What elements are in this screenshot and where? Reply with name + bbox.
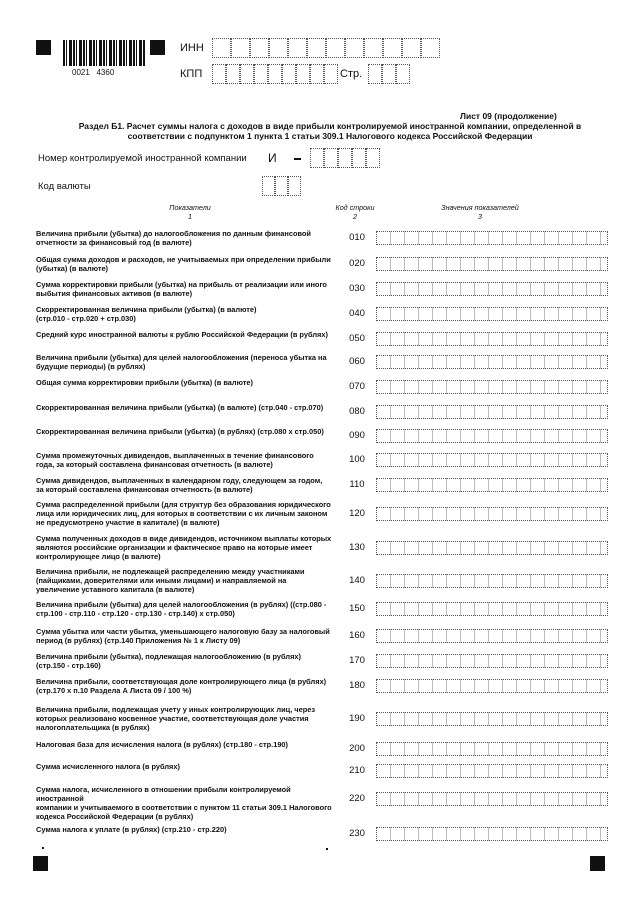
col-header-values-num: 3 bbox=[478, 212, 482, 221]
row-100-value-field[interactable] bbox=[376, 453, 608, 467]
row-180-label-line: Величина прибыли, соответствующая доле контролирующего лица (в рублях) bbox=[36, 677, 327, 686]
row-210-code: 210 bbox=[349, 765, 365, 776]
input-cell bbox=[310, 148, 324, 168]
input-cell bbox=[282, 64, 296, 84]
row-010-label bbox=[36, 229, 336, 247]
input-cell bbox=[338, 148, 352, 168]
row-220-label-line: компании и учитываемого в соответствии с пунктом 11 статьи 309.1 Налогового bbox=[36, 803, 332, 812]
row-040-label bbox=[36, 305, 336, 323]
row-060-label bbox=[36, 353, 336, 371]
input-cell bbox=[288, 38, 307, 58]
row-200-value-field[interactable] bbox=[376, 742, 608, 756]
row-190-label-line: налогоплательщика (в рублях) bbox=[36, 723, 150, 732]
row-080-label bbox=[36, 403, 336, 412]
row-190-label-line: Величина прибыли, подлежащая учету у иных контролирующих лиц, через bbox=[36, 705, 315, 714]
row-150-value-field[interactable] bbox=[376, 602, 608, 616]
input-cell bbox=[226, 64, 240, 84]
row-030-code: 030 bbox=[349, 283, 365, 294]
row-020-label-line: Общая сумма доходов и расходов, не учитываемых при определении прибыли bbox=[36, 255, 331, 264]
row-170-label-line: Величина прибыли (убытка), подлежащая налогообложению (в рублях) bbox=[36, 652, 301, 661]
input-cell bbox=[231, 38, 250, 58]
row-150-label bbox=[36, 600, 336, 618]
input-cell bbox=[382, 64, 396, 84]
row-180-code: 180 bbox=[349, 680, 365, 691]
row-150-label-line: Величина прибыли (убытка) для целей налогообложения (в рублях) ((стр.080 - bbox=[36, 600, 327, 609]
row-160-label bbox=[36, 627, 336, 645]
row-230-value-field[interactable] bbox=[376, 827, 608, 841]
row-070-label bbox=[36, 378, 336, 387]
row-010-label-line: Величина прибыли (убытка) до налогообложения по данным финансовой bbox=[36, 229, 311, 238]
row-120-value-field[interactable] bbox=[376, 507, 608, 521]
corner-marker-top-right bbox=[150, 40, 165, 55]
row-200-code: 200 bbox=[349, 743, 365, 754]
row-150-code: 150 bbox=[349, 603, 365, 614]
row-030-label-line: выбытия финансовых активов (в валюте) bbox=[36, 289, 193, 298]
input-cell bbox=[326, 38, 345, 58]
row-080-code: 080 bbox=[349, 406, 365, 417]
row-060-label-line: будущие периоды) (в рублях) bbox=[36, 362, 146, 371]
row-040-code: 040 bbox=[349, 308, 365, 319]
row-090-label-line: Скорректированная величина прибыли (убытка) (в рублях) (стр.080 х стр.050) bbox=[36, 427, 324, 436]
row-150-label-line: стр.100 - стр.110 - стр.120 - стр.130 - стр.140) х стр.050) bbox=[36, 609, 235, 618]
scan-dot bbox=[326, 848, 328, 850]
row-120-label-line: лица или юридических лиц, для которых в соответствии с их личным законом bbox=[36, 509, 328, 518]
col-header-indicators-text: Показатели bbox=[169, 203, 211, 212]
input-cell bbox=[250, 38, 269, 58]
row-190-label bbox=[36, 705, 336, 732]
row-220-label-line: Сумма налога, исчисленного в отношении прибыли контролируемой иностранной bbox=[36, 785, 291, 803]
row-200-label bbox=[36, 740, 336, 749]
page-number-field[interactable] bbox=[368, 64, 413, 84]
corner-marker-top-left bbox=[36, 40, 51, 55]
row-140-label-line: (пайщиками, доверителями или иными лицами) и направляемой на bbox=[36, 576, 287, 585]
input-cell bbox=[307, 38, 326, 58]
row-110-label-line: Сумма дивидендов, выплаченных в календарном году, следующем за годом, bbox=[36, 476, 323, 485]
row-030-label-line: Сумма корректировки прибыли (убытка) на прибыль от реализации или иного bbox=[36, 280, 327, 289]
row-100-label-line: Сумма промежуточных дивидендов, выплаченных в течение финансового bbox=[36, 451, 314, 460]
row-170-value-field[interactable] bbox=[376, 654, 608, 668]
row-050-code: 050 bbox=[349, 333, 365, 344]
input-cell bbox=[345, 38, 364, 58]
input-cell bbox=[421, 38, 440, 58]
row-060-label-line: Величина прибыли (убытка) для целей налогообложения (переноса убытка на bbox=[36, 353, 327, 362]
row-140-label-line: увеличение уставного капитала (в валюте) bbox=[36, 585, 195, 594]
row-180-label-line: (стр.170 х п.10 Раздела А Листа 09 / 100 %) bbox=[36, 686, 192, 695]
row-210-value-field[interactable] bbox=[376, 764, 608, 778]
barcode-number: 0021 4360 bbox=[72, 68, 115, 77]
row-170-label-line: (стр.150 - стр.160) bbox=[36, 661, 101, 670]
row-190-value-field[interactable] bbox=[376, 712, 608, 726]
row-040-label-line: (стр.010 - стр.020 + стр.030) bbox=[36, 314, 136, 323]
row-010-value-field[interactable] bbox=[376, 231, 608, 245]
currency-code-field[interactable] bbox=[262, 176, 302, 196]
row-120-label-line: не предусмотрено участие в капитале) (в валюте) bbox=[36, 518, 220, 527]
input-cell bbox=[396, 64, 410, 84]
row-020-code: 020 bbox=[349, 258, 365, 269]
row-080-value-field[interactable] bbox=[376, 405, 608, 419]
inn-label: ИНН bbox=[180, 42, 204, 54]
row-060-value-field[interactable] bbox=[376, 355, 608, 369]
input-cell bbox=[240, 64, 254, 84]
row-020-label bbox=[36, 255, 336, 273]
row-090-value-field[interactable] bbox=[376, 429, 608, 443]
row-100-label-line: года, за который составлена финансовая отчетность (в валюте) bbox=[36, 460, 273, 469]
row-050-label-line: Средний курс иностранной валюты к рублю Российской Федерации (в рублях) bbox=[36, 330, 328, 339]
input-cell bbox=[268, 64, 282, 84]
row-060-code: 060 bbox=[349, 356, 365, 367]
company-number-label: Номер контролируемой иностранной компании bbox=[38, 153, 247, 164]
scan-dot bbox=[42, 847, 44, 849]
inn-field[interactable] bbox=[212, 38, 442, 58]
row-120-code: 120 bbox=[349, 507, 365, 519]
row-130-label-line: являются российские организации и фактическое право на которые имеет bbox=[36, 543, 313, 552]
row-200-label-line: Налоговая база для исчисления налога (в рублях) (стр.180 - стр.190) bbox=[36, 740, 288, 749]
row-040-label-line: Скорректированная величина прибыли (убытка) (в валюте) bbox=[36, 305, 257, 314]
input-cell bbox=[324, 64, 338, 84]
input-cell bbox=[368, 64, 382, 84]
input-cell bbox=[310, 64, 324, 84]
col-header-line-code-text: Код строки bbox=[335, 203, 375, 212]
row-070-code: 070 bbox=[349, 381, 365, 392]
row-040-value-field[interactable] bbox=[376, 307, 608, 321]
sheet-label: Лист 09 (продолжение) bbox=[460, 111, 557, 121]
input-cell bbox=[324, 148, 338, 168]
page-label: Стр. bbox=[340, 68, 363, 80]
input-cell bbox=[275, 176, 288, 196]
row-220-code: 220 bbox=[349, 792, 365, 804]
col-header-values bbox=[420, 203, 540, 221]
row-180-label bbox=[36, 677, 336, 695]
input-cell bbox=[364, 38, 383, 58]
row-180-value-field[interactable] bbox=[376, 679, 608, 693]
row-110-label-line: за который составлена финансовая отчетность (в валюте) bbox=[36, 485, 253, 494]
input-cell bbox=[269, 38, 288, 58]
row-210-label-line: Сумма исчисленного налога (в рублях) bbox=[36, 762, 180, 771]
row-230-label bbox=[36, 825, 336, 834]
row-100-code: 100 bbox=[349, 454, 365, 465]
kpp-label: КПП bbox=[180, 68, 203, 80]
input-cell bbox=[262, 176, 275, 196]
row-050-value-field[interactable] bbox=[376, 332, 608, 346]
input-cell bbox=[254, 64, 268, 84]
input-cell bbox=[212, 64, 226, 84]
section-title bbox=[40, 121, 620, 141]
row-160-label-line: Сумма убытка или части убытка, уменьшающего налоговую базу за налоговый bbox=[36, 627, 330, 636]
col-header-indicators-num: 1 bbox=[188, 212, 192, 221]
input-cell bbox=[366, 148, 380, 168]
row-220-value-field[interactable] bbox=[376, 792, 608, 806]
row-140-value-field[interactable] bbox=[376, 574, 608, 588]
kpp-field[interactable] bbox=[212, 64, 337, 84]
row-130-code: 130 bbox=[349, 541, 365, 553]
barcode bbox=[63, 40, 145, 66]
row-030-value-field[interactable] bbox=[376, 282, 608, 296]
col-header-values-text: Значения показателей bbox=[441, 203, 519, 212]
row-230-label-line: Сумма налога к уплате (в рублях) (стр.210 - стр.220) bbox=[36, 825, 227, 834]
row-140-label bbox=[36, 567, 336, 594]
company-number-prefix: И bbox=[268, 151, 277, 165]
row-070-value-field[interactable] bbox=[376, 380, 608, 394]
section-title-line1: Раздел Б1. Расчет суммы налога с доходов в виде прибыли контролируемой иностранной компании, определенной в bbox=[78, 121, 582, 131]
input-cell bbox=[296, 64, 310, 84]
row-110-code: 110 bbox=[349, 479, 365, 490]
row-070-label-line: Общая сумма корректировки прибыли (убытка) (в валюте) bbox=[36, 378, 253, 387]
row-140-code: 140 bbox=[349, 574, 365, 586]
row-090-label bbox=[36, 427, 336, 436]
row-120-label bbox=[36, 500, 336, 527]
row-030-label bbox=[36, 280, 336, 298]
input-cell bbox=[402, 38, 421, 58]
row-130-value-field[interactable] bbox=[376, 541, 608, 555]
corner-marker-bottom-right bbox=[590, 856, 605, 871]
section-title-line2: соответствии с подпунктом 1 пункта 1 статьи 309.1 Налогового кодекса Российской Федерации bbox=[127, 131, 533, 141]
row-080-label-line: Скорректированная величина прибыли (убытка) (в валюте) (стр.040 - стр.070) bbox=[36, 403, 324, 412]
row-020-label-line: (убытка) (в валюте) bbox=[36, 264, 109, 273]
row-010-label-line: отчетности за финансовый год (в валюте) bbox=[36, 238, 192, 247]
row-010-code: 010 bbox=[349, 232, 365, 243]
input-cell bbox=[212, 38, 231, 58]
row-220-label bbox=[36, 785, 336, 821]
row-220-label-line: кодекса Российской Федерации (в рублях) bbox=[36, 812, 194, 821]
row-130-label-line: контролирующее лицо (в валюте) bbox=[36, 552, 161, 561]
row-130-label bbox=[36, 534, 336, 561]
input-cell bbox=[288, 176, 301, 196]
row-160-label-line: период (в рублях) (стр.140 Приложения № 1 к Листу 09) bbox=[36, 636, 241, 645]
row-140-label-line: Величина прибыли, не подлежащей распределению между участниками bbox=[36, 567, 305, 576]
corner-marker-bottom-left bbox=[33, 856, 48, 871]
currency-code-label: Код валюты bbox=[38, 181, 91, 192]
input-cell bbox=[383, 38, 402, 58]
row-190-code: 190 bbox=[349, 712, 365, 724]
col-header-line-code-num: 2 bbox=[353, 212, 357, 221]
input-cell bbox=[352, 148, 366, 168]
row-110-label bbox=[36, 476, 336, 494]
company-number-field[interactable] bbox=[262, 148, 382, 168]
row-170-label bbox=[36, 652, 336, 670]
row-100-label bbox=[36, 451, 336, 469]
row-130-label-line: Сумма полученных доходов в виде дивидендов, источником выплаты которых bbox=[36, 534, 332, 543]
col-header-line-code bbox=[325, 203, 385, 221]
row-090-code: 090 bbox=[349, 430, 365, 441]
col-header-indicators bbox=[140, 203, 240, 221]
row-120-label-line: Сумма распределенной прибыли (для структур без образования юридического bbox=[36, 500, 331, 509]
dash-separator bbox=[294, 158, 301, 160]
row-110-value-field[interactable] bbox=[376, 478, 608, 492]
row-020-value-field[interactable] bbox=[376, 257, 608, 271]
row-230-code: 230 bbox=[349, 828, 365, 839]
row-050-label bbox=[36, 330, 336, 339]
row-160-code: 160 bbox=[349, 630, 365, 641]
row-160-value-field[interactable] bbox=[376, 629, 608, 643]
row-190-label-line: которых реализовано косвенное участие, соответствующая доле участия bbox=[36, 714, 309, 723]
row-210-label bbox=[36, 762, 336, 771]
row-170-code: 170 bbox=[349, 655, 365, 666]
